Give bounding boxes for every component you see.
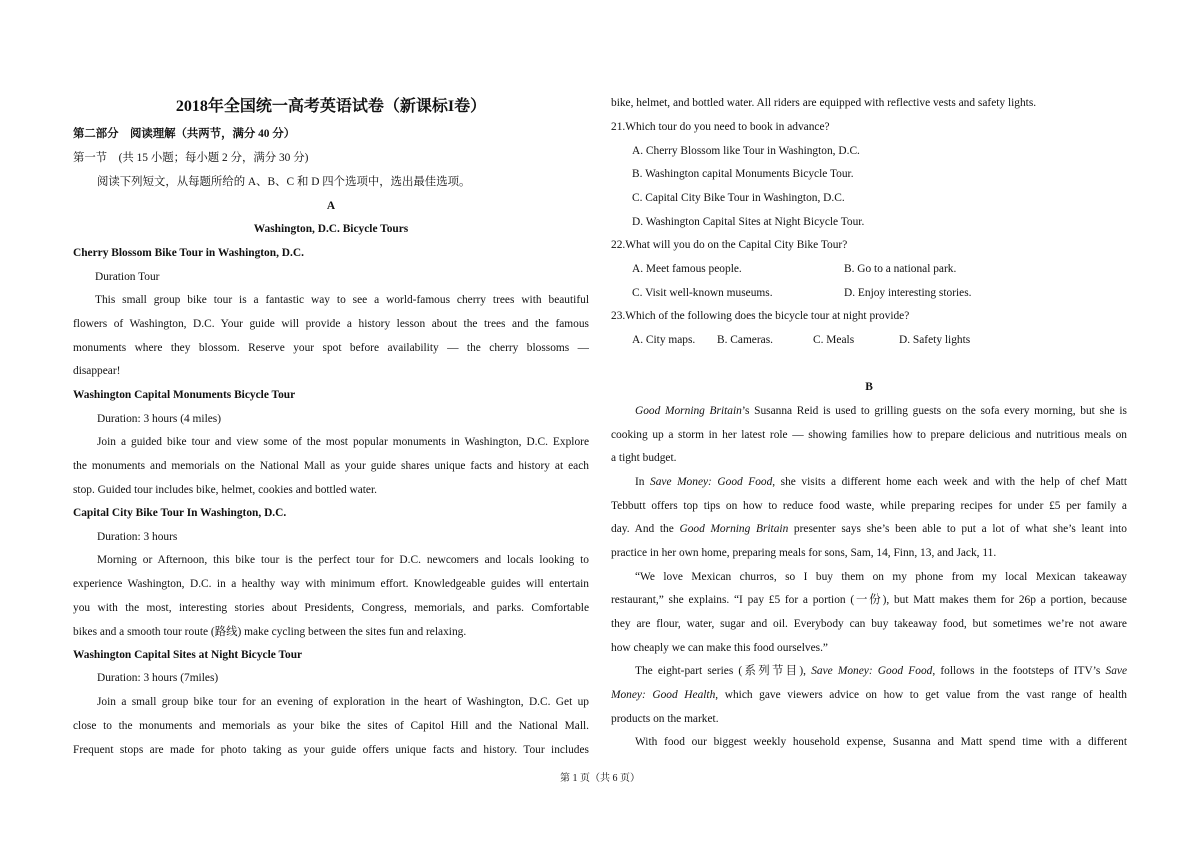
tour2-duration: Duration: 3 hours (4 miles) [97, 413, 222, 425]
tour1-text-line: disappear! [73, 365, 121, 377]
show-title: Good Morning Britain [679, 523, 789, 535]
question-23-option: D. Safety lights [899, 334, 971, 346]
question-22-option: C. Visit well-known museums. [632, 287, 773, 299]
passage-b-line: restaurant,” she explains. “I pay £5 for a portion (一份), but Matt makes them for 26p a portion, because [611, 594, 1127, 606]
passage-b-line [635, 664, 1127, 678]
passage-b-line: products on the market. [611, 713, 719, 725]
tour2-text-line: the monuments and memorials on the National Mall as your guide shares unique facts and history at each [73, 460, 589, 472]
instructions: 阅读下列短文，从每题所给的 A、B、C 和 D 四个选项中，选出最佳选项。 [97, 176, 471, 188]
question-23-stem: 23.Which of the following does the bicycle tour at night provide? [611, 310, 910, 322]
passage-b-line: With food our biggest weekly household expense, Susanna and Matt spend time with a different [635, 736, 1127, 748]
question-21-option: D. Washington Capital Sites at Night Bicycle Tour. [632, 216, 865, 228]
part-heading: 第二部分 阅读理解（共两节，满分 40 分） [73, 128, 296, 140]
show-title: Save Money: Good Food [650, 476, 773, 488]
question-22-option: D. Enjoy interesting stories. [844, 287, 972, 299]
passage-b-line [635, 404, 1127, 418]
tour3-duration: Duration: 3 hours [97, 531, 178, 543]
line-text: ’s Susanna Reid is used to grilling guests on the sofa every morning, but she is [741, 405, 1127, 417]
passage-b-line: cooking up a storm in her latest role — showing families how to prepare delicious and nutritious meals on [611, 429, 1127, 441]
section-heading: 第一节 (共 15 小题；每小题 2 分，满分 30 分) [73, 152, 309, 164]
tour3-text-line: Morning or Afternoon, this bike tour is the perfect tour for D.C. newcomers and locals looking to [97, 554, 589, 566]
tour1-text-line: monuments where they blossom. Reserve your spot before availability — the cherry blossoms — [73, 342, 589, 354]
question-21-option: C. Capital City Bike Tour in Washington, D.C. [632, 192, 845, 204]
line-text: presenter says she’s been able to put a lot of what she’s leant into [788, 523, 1127, 535]
tour3-text-line: experience Washington, D.C. in a healthy way with minimum effort. Knowledgeable guides will entertain [73, 578, 589, 590]
passage-b-line: Tebbutt offers top tips on how to reduce food waste, while preparing recipes for under £5 per family a [611, 500, 1127, 512]
question-21-option: B. Washington capital Monuments Bicycle Tour. [632, 168, 854, 180]
passage-b-line [611, 688, 1127, 702]
passage-b-line: how cheaply we can make this food ourselves.” [611, 642, 828, 654]
tour2-text-line: stop. Guided tour includes bike, helmet, cookies and bottled water. [73, 484, 377, 496]
show-title: Money: Good Health [611, 689, 716, 701]
tour4-continuation: bike, helmet, and bottled water. All riders are equipped with reflective vests and safety lights. [611, 97, 1037, 109]
question-21-option: A. Cherry Blossom like Tour in Washington, D.C. [632, 145, 860, 157]
line-text: In [635, 476, 651, 488]
passage-a-label: A [326, 200, 336, 212]
show-title: Save Money: Good Food [811, 665, 933, 677]
tour4-name: Washington Capital Sites at Night Bicycle Tour [73, 649, 303, 661]
tour1-name: Cherry Blossom Bike Tour in Washington, D.C. [73, 247, 304, 259]
line-text: , follows in the footsteps of ITV’s [932, 665, 1106, 677]
show-title: Save [1105, 665, 1127, 677]
line-text: , she visits a different home each week and with the help of chef Matt [772, 476, 1127, 488]
line-text: day. And the [611, 523, 680, 535]
question-22-option: B. Go to a national park. [844, 263, 957, 275]
passage-b-line [611, 522, 1127, 536]
show-title: Good Morning Britain [635, 405, 742, 417]
tour1-text-line: flowers of Washington, D.C. Your guide will provide a history lesson about the trees and the famous [73, 318, 589, 330]
question-22-option: A. Meet famous people. [632, 263, 742, 275]
tour1-duration: Duration Tour [95, 271, 160, 283]
line-text: , which gave viewers advice on how to get value from the vast range of health [715, 689, 1127, 701]
passage-b-label: B [865, 381, 873, 393]
passage-b-line: “We love Mexican churros, so I buy them on my phone from my local Mexican takeaway [635, 571, 1127, 583]
question-21-stem: 21.Which tour do you need to book in advance? [611, 121, 830, 133]
question-22-stem: 22.What will you do on the Capital City Bike Tour? [611, 239, 848, 251]
tour4-duration: Duration: 3 hours (7miles) [97, 672, 219, 684]
tour1-text-line: This small group bike tour is a fantastic way to see a world-famous cherry trees with beautiful [95, 294, 589, 306]
passage-a-title: Washington, D.C. Bicycle Tours [253, 223, 409, 235]
passage-b-line: a tight budget. [611, 452, 677, 464]
tour4-text-line: close to the monuments and memorials as your bike the sites of Capitol Hill and the National Mall. [73, 720, 589, 732]
page-footer: 第 1 页（共 6 页） [560, 773, 640, 784]
question-23-option: B. Cameras. [717, 334, 773, 346]
tour2-text-line: Join a guided bike tour and view some of the most popular monuments in Washington, D.C. Explore [97, 436, 589, 448]
tour2-name: Washington Capital Monuments Bicycle Tour [73, 389, 296, 401]
passage-b-line: practice in her own home, preparing meals for sons, Sam, 14, Finn, 13, and Jack, 11. [611, 547, 997, 559]
line-text: The eight-part series (系列节目), [635, 665, 812, 677]
passage-b-line [635, 475, 1127, 489]
tour3-text-line: bikes and a smooth tour route (路线) make cycling between the sites fun and relaxing. [73, 626, 467, 638]
question-23-option: C. Meals [813, 334, 855, 346]
tour3-text-line: you with the most, interesting stories about Presidents, Congress, memorials, and parks. Comfortable [73, 602, 589, 614]
tour3-name: Capital City Bike Tour In Washington, D.C. [73, 507, 287, 519]
exam-title: 2018年全国统一高考英语试卷（新课标I卷） [175, 98, 487, 115]
passage-b-line: they are flour, water, sugar and oil. Everybody can buy takeaway food, but sometimes we’re not aware [611, 618, 1127, 630]
question-23-option: A. City maps. [632, 334, 696, 346]
tour4-text-line: Join a small group bike tour for an evening of exploration in the heart of Washington, D.C. Get up [97, 696, 589, 708]
tour4-text-line: Frequent stops are made for photo taking as your guide offers unique facts and history. Tour includes [73, 744, 589, 756]
